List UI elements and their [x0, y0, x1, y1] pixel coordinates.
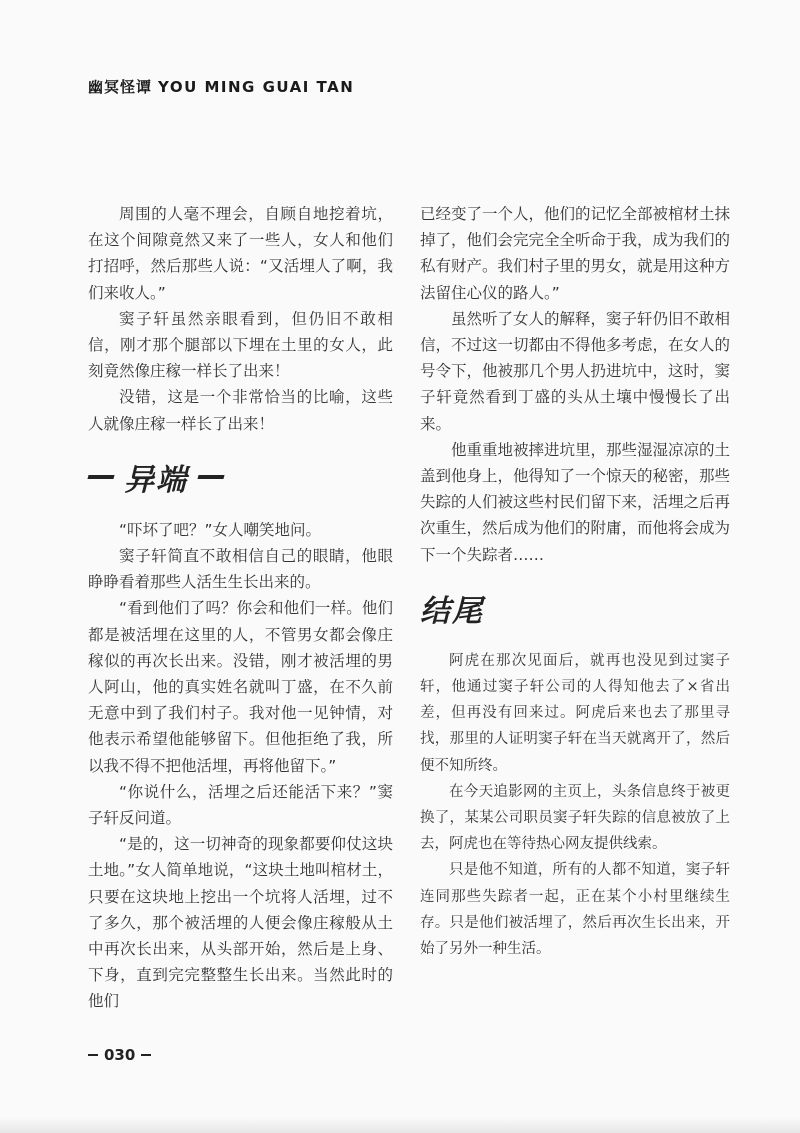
magazine-title-latin: YOU MING GUAI TAN [158, 78, 355, 96]
body-paragraph: 虽然听了女人的解释，窦子轩仍旧不敢相信，不过这一切都由不得他多考虑，在女人的号令下，他被那几个男人扔进坑中，这时，窦子轩竟然看到丁盛的头从土壤中慢慢长了出来。 [420, 309, 731, 433]
body-paragraph: “是的，这一切神奇的现象都要仰仗这块土地。”女人简单地说，“这块土地叫棺材土，只要在这块地上挖出一个坑将人活埋，过不了多久，那个被活埋的人便会像庄稼般从土中再次长出来，从头部开始，然后是上身、下身，直到完完整整生长出来。当然此时的他们 [88, 835, 393, 1011]
ending-paragraph: 阿虎在那次见面后，就再也没见到过窦子轩，他通过窦子轩公司的人得知他去了×省出差，但再没有回来过。阿虎后来也去了那里寻找，那里的人证明窦子轩在当天就离开了，然后便不知所终。 [420, 652, 730, 774]
heading-dash-decoration [87, 475, 114, 479]
body-paragraph: 窦子轩简直不敢相信自己的眼睛，他眼睁睁看着那些人活生生长出来的。 [88, 547, 393, 592]
section-heading-heresy [88, 447, 393, 507]
body-paragraph-continued: 已经变了一个人，他们的记忆全部被棺材土抹掉了，他们会完完全全听命于我，成为我们的私有财产。我们村子里的男女，就是用这种方法留住心仪的路人。” [420, 205, 731, 302]
folio-dash-right [141, 1054, 151, 1056]
body-paragraph: 窦子轩虽然亲眼看到，但仍旧不敢相信，刚才那个腿部以下埋在土里的女人，此刻竟然像庄稼一样长了出来！ [88, 309, 393, 381]
body-paragraph: 周围的人毫不理会，自顾自地挖着坑，在这个间隙竟然又来了一些人，女人和他们打招呼，然后那些人说：“又活埋人了啊，我们来收人。” [88, 205, 393, 302]
ending-paragraph: 只是他不知道，所有的人都不知道，窦子轩连同那些失踪者一起，正在某个小村里继续生存。只是他们被活埋了，然后再次生长出来，开始了另外一种生活。 [420, 862, 730, 958]
ending-heading-text: 结尾 [420, 593, 484, 629]
body-paragraph: 没错，这是一个非常恰当的比喻，这些人就像庄稼一样长了出来！ [88, 388, 393, 433]
page-number-text: 030 [104, 1046, 136, 1064]
section-heading-text: 异端 [124, 462, 188, 498]
heading-dash-decoration [197, 475, 224, 479]
section-heading-ending [420, 578, 730, 638]
left-column [88, 201, 393, 1015]
right-column [420, 201, 730, 962]
page-number [88, 1046, 151, 1064]
body-paragraph: 他重重地被摔进坑里，那些湿湿凉凉的土盖到他身上，他得知了一个惊天的秘密，那些失踪的人们被这些村民们留下来，活埋之后再次重生，然后成为他们的附庸，而他将会成为下一个失踪者…… [420, 440, 731, 564]
body-paragraph: “看到他们了吗？你会和他们一样。他们都是被活埋在这里的人，不管男女都会像庄稼似的再次长出来。没错，刚才被活埋的男人阿山，他的真实姓名就叫丁盛，在不久前无意中到了我们村子。我对他一见钟情，对他表示希望他能够留下。但他拒绝了我，所以我不得不把他活埋，再将他留下。” [88, 599, 393, 775]
body-paragraph: “你说什么，活埋之后还能活下来？”窦子轩反问道。 [88, 782, 393, 828]
page-bottom-shadow [0, 1117, 800, 1133]
magazine-title-cn: 幽冥怪谭 [88, 78, 153, 96]
running-head [88, 76, 354, 97]
folio-dash-left [88, 1054, 98, 1056]
ending-paragraph: 在今天追影网的主页上，头条信息终于被更换了，某某公司职员窦子轩失踪的信息被放了上去，阿虎也在等待热心网友提供线索。 [420, 783, 730, 853]
body-paragraph: “吓坏了吧？”女人嘲笑地问。 [119, 520, 322, 539]
